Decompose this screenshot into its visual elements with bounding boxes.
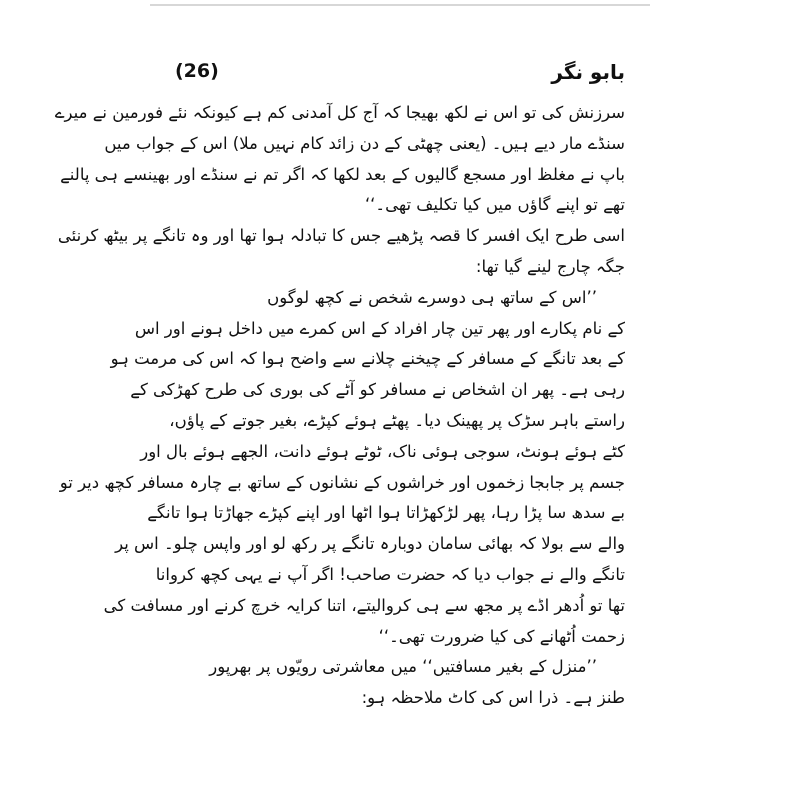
running-title: بابو نگر — [551, 60, 625, 84]
text-line: کٹے ہوئے ہونٹ، سوجی ہوئی ناک، ٹوٹے ہوئے دانت، الجھے ہوئے بال اور — [140, 441, 625, 461]
text-line: سنڈے مار دیے ہیں۔ (یعنی چھٹی کے دن زائد کام نہیں ملا) اس کے جواب میں — [104, 133, 625, 153]
text-line: طنز ہے۔ ذرا اس کی کاٹ ملاحظہ ہو: — [361, 688, 625, 708]
text-line: بے سدھ سا پڑا رہا، پھر لڑکھڑاتا ہوا اٹھا اور اپنے کپڑے جھاڑتا ہوا تانگے — [147, 503, 625, 523]
text-line: سرزنش کی تو اس نے لکھ بھیجا کہ آج کل آمدنی کم ہے کیونکہ نئے فورمین نے میرے — [54, 103, 625, 122]
text-line: کے بعد تانگے کے مسافر کے چیخنے چلانے سے واضح ہوا کہ اس کی مرمت ہو — [110, 349, 625, 369]
text-line: تھے تو اپنے گاؤں میں کیا تکلیف تھی۔‘‘ — [364, 195, 625, 215]
page-header — [175, 60, 625, 90]
text-line: اسی طرح ایک افسر کا قصہ پڑھیے جس کا تبادلہ ہوا تھا اور وہ تانگے پر بیٹھ کرنئی — [57, 226, 625, 246]
text-line: باپ نے مغلظ اور مسجع گالیوں کے بعد لکھا کہ اگر تم نے سنڈے اور بھینسے ہی پالنے — [60, 164, 625, 184]
text-line: راستے باہر سڑک پر پھینک دیا۔ پھٹے ہوئے کپڑے، بغیر جوتے کے پاؤں، — [169, 410, 625, 430]
body-text — [54, 98, 625, 714]
text-line: جسم پر جابجا زخموں اور خراشوں کے نشانوں کے ساتھ بے چارہ مسافر کچھ دیر تو — [59, 472, 625, 492]
text-line: تھا تو اُدھر اڈے پر مجھ سے ہی کروالیتے، اتنا کرایہ خرچ کرنے اور مسافت کی — [103, 595, 625, 615]
text-line: کے نام پکارے اور پھر تین چار افراد کے اس کمرے میں داخل ہونے اور اس — [134, 318, 625, 338]
text-line: رہی ہے۔ پھر ان اشخاص نے مسافر کو آٹے کی بوری کی طرح کھڑکی کے — [130, 380, 625, 400]
text-line: زحمت اُٹھانے کی کیا ضرورت تھی۔‘‘ — [378, 626, 625, 646]
text-line: جگہ چارج لینے گیا تھا: — [475, 256, 625, 276]
text-line: تانگے والے نے جواب دیا کہ حضرت صاحب! اگر آپ نے یہی کچھ کروانا — [155, 564, 625, 584]
page-top-edge — [150, 4, 650, 6]
page-number: (26) — [175, 60, 219, 82]
text-line: والے سے بولا کہ بھائی سامان دوبارہ تانگے پر رکھ لو اور واپس چلو۔ اس پر — [115, 534, 625, 554]
text-line: ’’اس کے ساتھ ہی دوسرے شخص نے کچھ لوگوں — [267, 287, 597, 307]
text-line: ’’منزل کے بغیر مسافتیں‘‘ میں معاشرتی رویّوں پر بھرپور — [209, 657, 597, 677]
